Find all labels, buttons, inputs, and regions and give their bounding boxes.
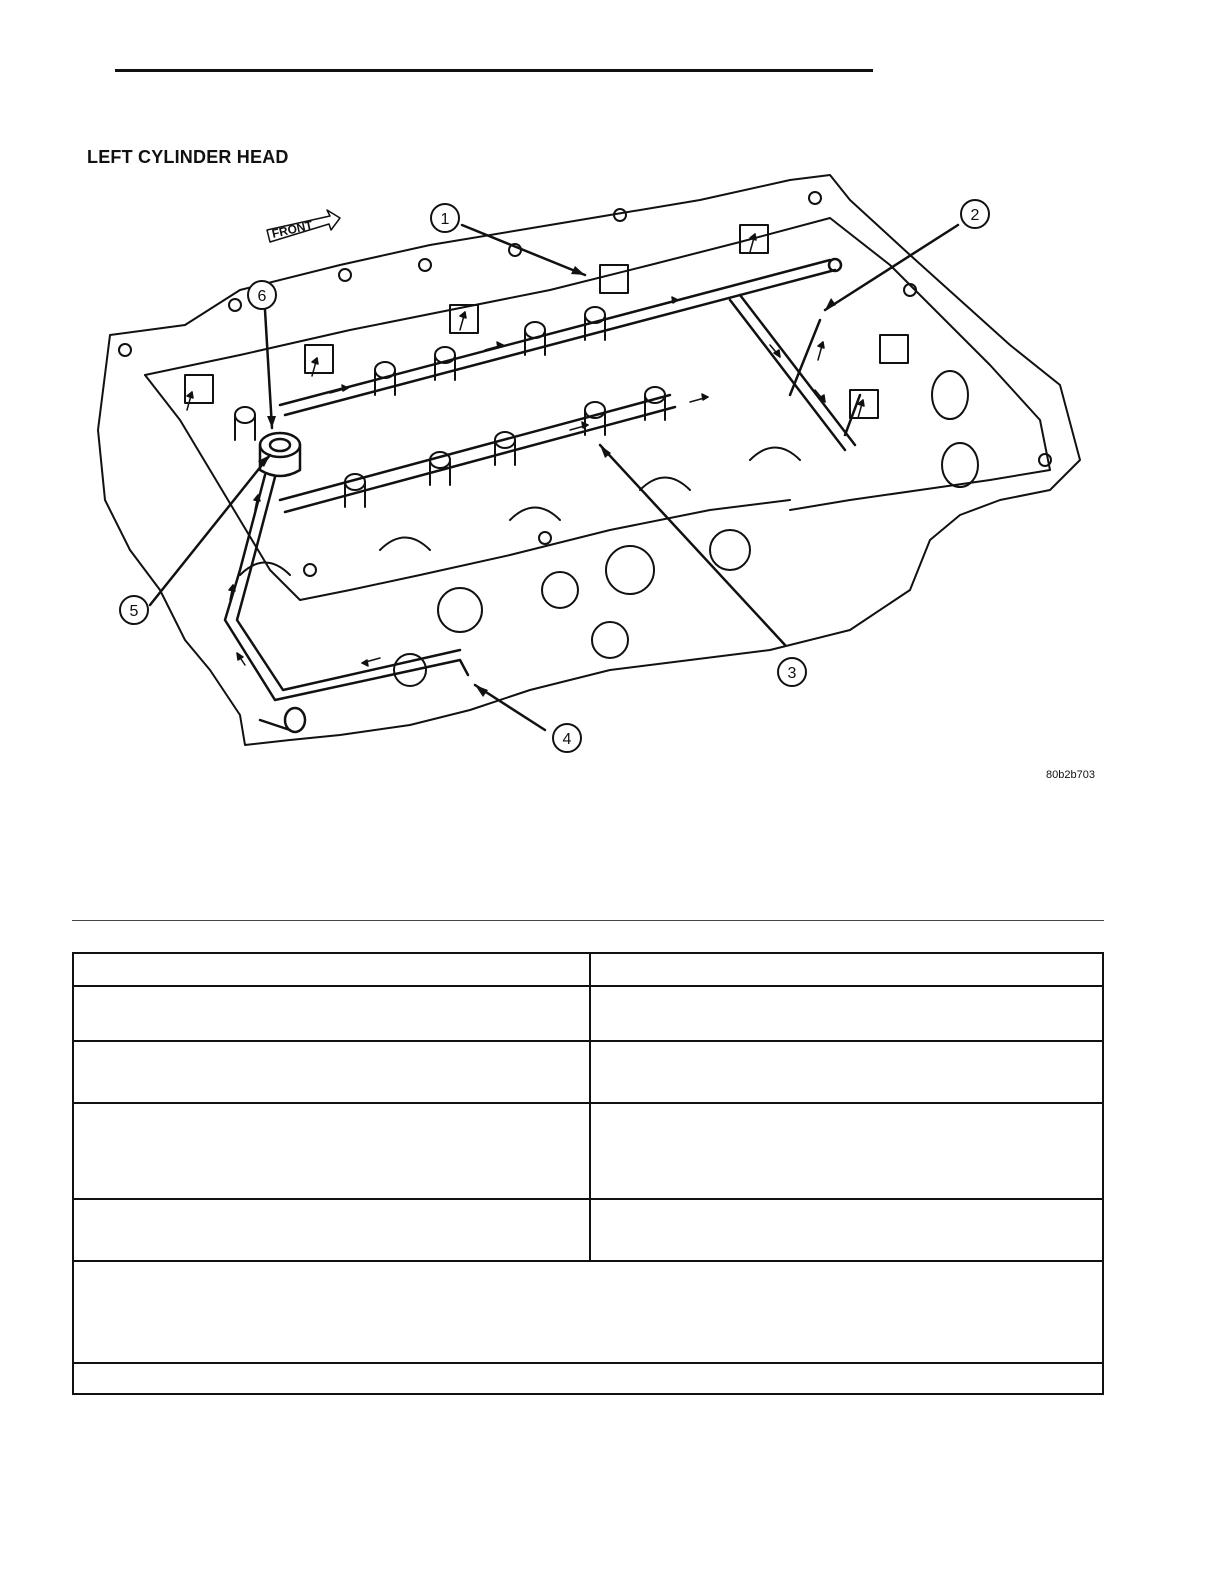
tappet-tower: [305, 345, 333, 373]
bolt-hole: [229, 299, 241, 311]
port: [606, 546, 654, 594]
bolt-hole: [339, 269, 351, 281]
table-cell: [73, 1261, 1103, 1363]
callout-4: [553, 724, 581, 752]
table-cell: [73, 986, 590, 1041]
table-row: [73, 1041, 1103, 1103]
table-cell: [73, 1363, 1103, 1394]
callout-5-label: 5: [129, 603, 139, 620]
figure-title: LEFT CYLINDER HEAD: [87, 147, 289, 167]
cam-saddle: [750, 448, 800, 461]
lifter-stubs: [235, 307, 665, 507]
section-rule: [72, 920, 1104, 921]
oil-gallery-lower: [280, 395, 675, 512]
table-cell: [73, 1041, 590, 1103]
cam-saddle: [240, 563, 290, 576]
bolt-hole: [419, 259, 431, 271]
spark-tube: [942, 443, 978, 487]
port: [592, 622, 628, 658]
callout-1-label: 1: [440, 211, 450, 228]
oil-feed-union: [260, 433, 300, 476]
table-row: [73, 1199, 1103, 1261]
table-cell: [590, 953, 1103, 986]
callout-5: [120, 596, 148, 624]
table-cell: [590, 1199, 1103, 1261]
table-row: [73, 1103, 1103, 1199]
callout-6-label: 6: [257, 288, 267, 305]
figure-code: 80b2b703: [1046, 769, 1095, 781]
cam-saddle: [640, 478, 690, 491]
spark-tube: [932, 371, 968, 419]
spec-table: [72, 952, 1104, 1395]
table-row: [73, 986, 1103, 1041]
tappet-tower: [600, 265, 628, 293]
port: [438, 588, 482, 632]
port: [542, 572, 578, 608]
table-row: [73, 1363, 1103, 1394]
callout-2-label: 2: [970, 207, 980, 224]
callout-6: [248, 281, 276, 309]
tappet-tower: [880, 335, 908, 363]
bolt-hole: [539, 532, 551, 544]
header-rule: [115, 69, 873, 72]
head-outline: [98, 175, 1080, 745]
table-cell: [590, 986, 1103, 1041]
table-row: [73, 953, 1103, 986]
table-cell: [590, 1041, 1103, 1103]
deck-edge: [145, 218, 1050, 510]
callout-2: [961, 200, 989, 228]
table-cell: [73, 1199, 590, 1261]
port: [710, 530, 750, 570]
cylinder-head-illustration: [90, 170, 1100, 790]
cam-saddle: [380, 538, 430, 551]
callout-3-label: 3: [787, 665, 797, 682]
bolt-hole: [119, 344, 131, 356]
front-label: FRONT: [270, 217, 314, 241]
bolt-hole: [304, 564, 316, 576]
table-cell: [73, 953, 590, 986]
table-cell: [590, 1103, 1103, 1199]
bolt-hole: [809, 192, 821, 204]
cam-saddle: [510, 508, 560, 521]
callout-3: [778, 658, 806, 686]
tappet-tower: [185, 375, 213, 403]
callout-4-label: 4: [562, 731, 572, 748]
table-cell: [73, 1103, 590, 1199]
oil-feed-pipe: [225, 475, 468, 732]
oil-branch-right: [730, 295, 860, 450]
front-direction-arrow: [267, 210, 340, 242]
callout-1: [431, 204, 459, 232]
table-row: [73, 1261, 1103, 1363]
bolt-hole: [1039, 454, 1051, 466]
